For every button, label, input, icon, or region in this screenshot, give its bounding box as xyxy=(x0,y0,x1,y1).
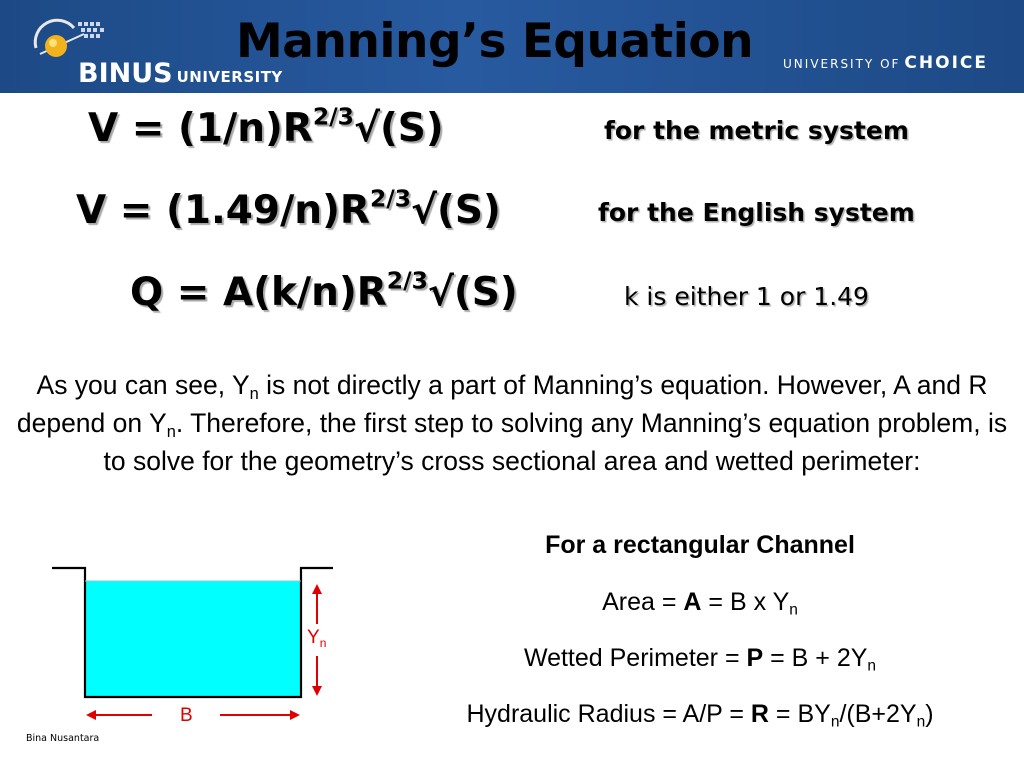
perimeter-formula xyxy=(390,644,1010,673)
footer-text: Bina Nusantara xyxy=(26,733,100,744)
formula-subscript: n xyxy=(830,713,840,731)
formula-text: = BY xyxy=(768,700,831,728)
formula-symbol: A xyxy=(683,588,702,616)
equation-exponent: 2/3 xyxy=(369,184,412,213)
depth-label-subscript: n xyxy=(319,636,327,650)
paragraph-text: is not directly a part of Manning’s equation. However, A and R depend on Y xyxy=(16,370,988,438)
page-title: Manning’s Equation xyxy=(236,14,754,69)
width-label: B xyxy=(180,705,193,726)
equation-discharge xyxy=(130,266,518,315)
formula-text: = B + 2Y xyxy=(763,644,868,672)
depth-label-text: Y xyxy=(307,627,320,648)
depth-arrow-down-icon xyxy=(312,656,322,696)
formula-subscript: n xyxy=(916,713,926,731)
logo-suffix: UNIVERSITY xyxy=(176,68,283,86)
formula-text: Hydraulic Radius = A/P = xyxy=(466,700,751,728)
explanation-paragraph xyxy=(8,366,1016,480)
equation-lhs: V = (1/n)R xyxy=(88,106,313,151)
formula-text: = B x Y xyxy=(701,588,790,616)
radius-formula xyxy=(390,700,1010,729)
equation-english xyxy=(76,184,501,233)
formula-text: ) xyxy=(925,700,934,728)
channel-diagram xyxy=(44,560,344,732)
equation-exponent: 2/3 xyxy=(386,266,428,295)
header-bar xyxy=(0,0,1024,93)
equation-metric xyxy=(88,102,444,151)
depth-arrow-up-icon xyxy=(312,584,322,624)
formula-subscript: n xyxy=(789,601,798,619)
tagline-emphasis: CHOICE xyxy=(904,53,988,73)
water-fill xyxy=(85,581,301,697)
equation-rhs: √(S) xyxy=(411,188,501,233)
width-arrow-right-icon xyxy=(220,710,300,720)
paragraph-text: As you can see, Y xyxy=(36,370,250,400)
paragraph-text: . Therefore, the first step to solving any Manning’s equation problem, is to solve for the geometry’s cross sectional area and wetted perimeter: xyxy=(103,408,1008,476)
paragraph-subscript: n xyxy=(249,384,259,403)
equation-note-english: for the English system xyxy=(598,198,915,227)
equation-lhs: Q = A(k/n)R xyxy=(130,270,387,315)
formula-text: Area = xyxy=(602,588,684,616)
equation-rhs: √(S) xyxy=(427,270,518,315)
formula-text: /(B+2Y xyxy=(839,700,917,728)
equation-lhs: V = (1.49/n)R xyxy=(76,188,370,233)
university-tagline xyxy=(783,53,988,73)
area-formula xyxy=(390,588,1010,617)
width-arrow-left-icon xyxy=(86,710,152,720)
equation-exponent: 2/3 xyxy=(312,102,354,131)
equation-note-metric: for the metric system xyxy=(604,116,909,145)
paragraph-subscript: n xyxy=(166,422,176,441)
formula-subscript: n xyxy=(867,657,877,675)
channel-heading: For a rectangular Channel xyxy=(545,531,855,559)
formula-text: Wetted Perimeter = xyxy=(523,644,747,672)
depth-label xyxy=(307,627,326,650)
tagline-prefix: UNIVERSITY OF xyxy=(783,57,901,71)
formula-symbol: P xyxy=(746,644,764,672)
formula-symbol: R xyxy=(750,700,769,728)
logo-name: BINUS xyxy=(78,58,173,89)
equation-note-discharge: k is either 1 or 1.49 xyxy=(624,282,869,311)
equation-rhs: √(S) xyxy=(353,106,444,151)
